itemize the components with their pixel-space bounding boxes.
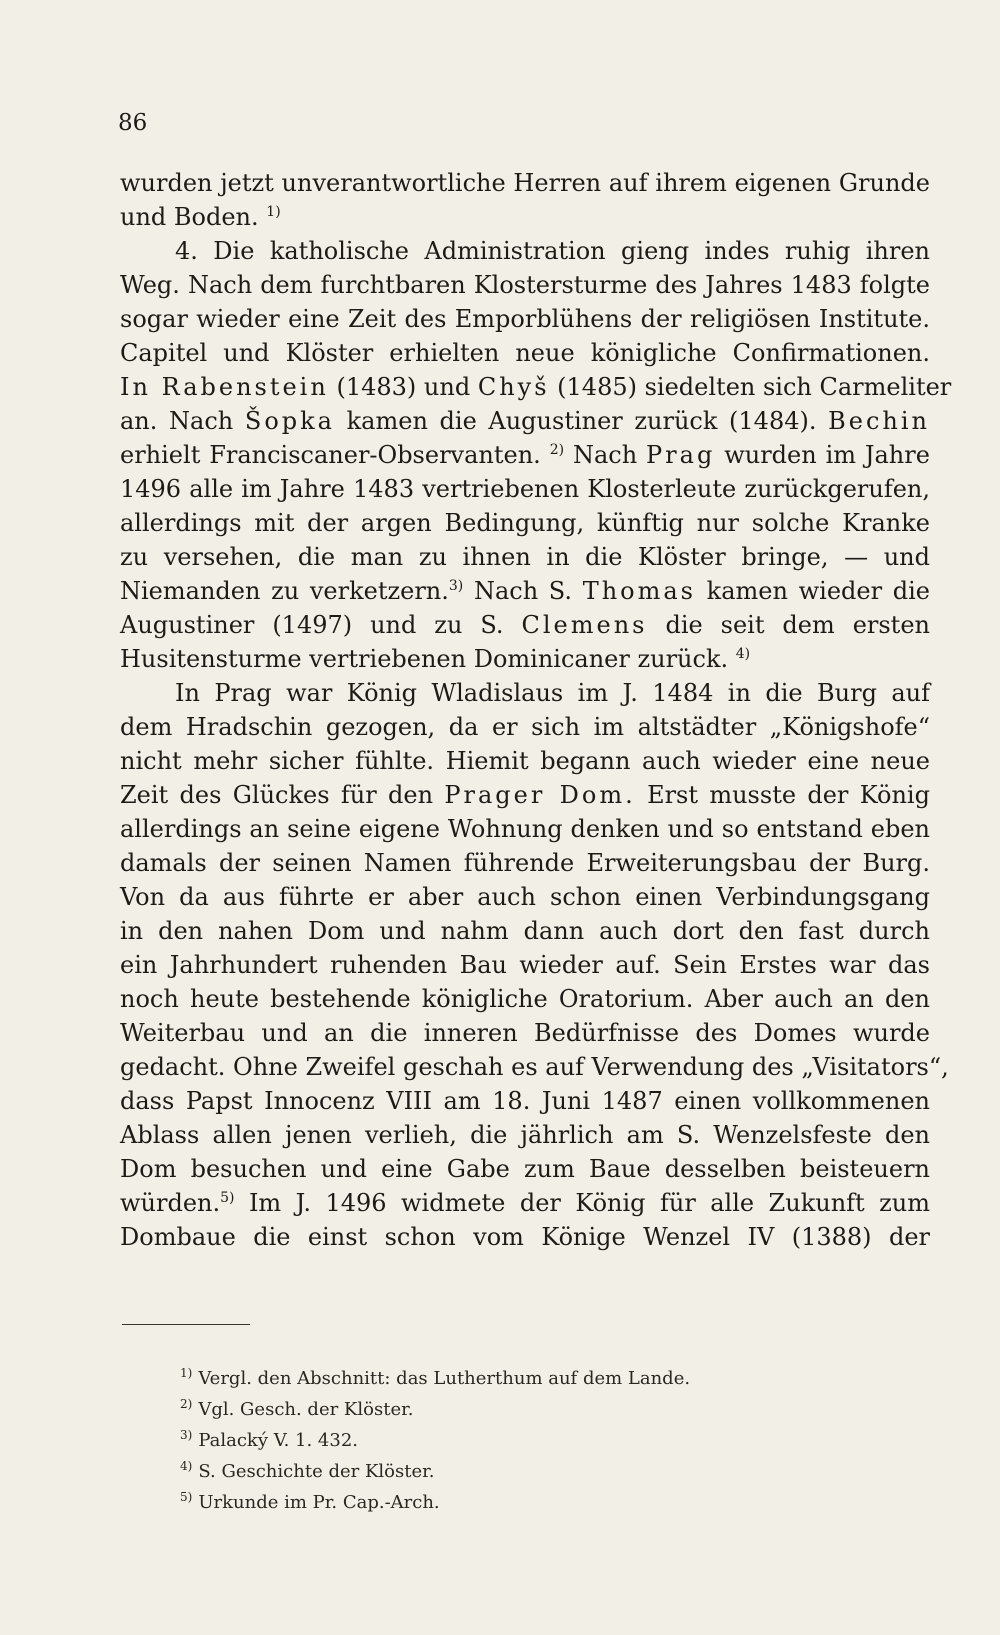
- footnote: $^{2)}$ Vgl. Gesch. der Klöster.: [180, 1397, 414, 1420]
- footnote-ref: 1): [266, 204, 281, 220]
- text-line: wurden jetzt unverantwortliche Herren auf ihrem eigenen Grunde: [120, 169, 930, 197]
- text-line: Husitensturme vertriebenen Dominicaner zurück. $^{4)}$: [120, 645, 751, 673]
- footnote-ref: 3): [448, 578, 464, 594]
- footnote-mark: 3): [180, 1428, 193, 1442]
- text-line: Von da aus führte er aber auch schon einen Verbindungsgang: [120, 883, 930, 911]
- text-line: gedacht. Ohne Zweifel geschah es auf Verwendung des „Visitators“,: [120, 1053, 949, 1081]
- text-line: allerdings mit der argen Bedingung, künftig nur solche Kranke: [120, 509, 930, 537]
- spaced-word: Prag: [646, 441, 716, 469]
- footnote-mark: 2): [180, 1397, 193, 1411]
- text-line: dem Hradschin gezogen, da er sich im altstädter „Königshofe“: [120, 713, 930, 741]
- footnote-ref: 4): [735, 646, 751, 662]
- text-line: Dom besuchen und eine Gabe zum Baue desselben beisteuern: [120, 1155, 930, 1183]
- text-line: und Boden. $^{1)}$: [120, 203, 281, 231]
- text-line: ein Jahrhundert ruhenden Bau wieder auf. Sein Erstes war das: [120, 951, 930, 979]
- text-line: sogar wieder eine Zeit des Emporblühens der religiösen Institute.: [120, 305, 930, 333]
- page-number: 86: [118, 110, 148, 136]
- spaced-word: Chyš: [477, 373, 550, 401]
- footnote-mark: 5): [180, 1490, 193, 1504]
- text-line: Weg. Nach dem furchtbaren Klostersturme des Jahres 1483 folgte: [120, 271, 930, 299]
- spaced-word: Clemens: [521, 611, 648, 639]
- footnote: $^{1)}$ Vergl. den Abschnitt: das Lutherthum auf dem Lande.: [180, 1366, 691, 1389]
- text-line: würden.$^{5)}$ Im J. 1496 widmete der König für alle Zukunft zum: [120, 1189, 930, 1217]
- text-line: erhielt Franciscaner-Observanten. $^{2)}$ Nach Prag wurden im Jahre: [120, 441, 930, 469]
- text-line: Niemanden zu verketzern.$^{3)}$ Nach S. Thomas kamen wieder die: [120, 577, 930, 605]
- spaced-word: Šopka: [244, 407, 335, 435]
- text-line: an. Nach Šopka kamen die Augustiner zurück (1484). Bechin: [120, 407, 930, 435]
- footnote: $^{3)}$ Palacký V. 1. 432.: [180, 1428, 358, 1451]
- spaced-word: In Rabenstein: [120, 373, 329, 401]
- footnote-mark: 1): [180, 1366, 193, 1380]
- footnote: $^{4)}$ S. Geschichte der Klöster.: [180, 1459, 435, 1482]
- text-line: Ablass allen jenen verlieh, die jährlich am S. Wenzelsfeste den: [120, 1121, 930, 1149]
- footnote-mark: 4): [180, 1459, 193, 1473]
- text-line: Weiterbau und an die inneren Bedürfnisse des Domes wurde: [120, 1019, 930, 1047]
- text-line: Dombaue die einst schon vom Könige Wenzel IV (1388) der: [120, 1223, 930, 1251]
- text-line: allerdings an seine eigene Wohnung denken und so entstand eben: [120, 815, 930, 843]
- text-line: Zeit des Glückes für den Prager Dom. Erst musste der König: [120, 781, 930, 809]
- footnote-separator: [122, 1324, 250, 1325]
- footnote-ref: 2): [549, 442, 565, 458]
- spaced-word: Bechin: [828, 407, 930, 435]
- text-line: In Rabenstein (1483) und Chyš (1485) siedelten sich Carmeliter: [120, 373, 952, 401]
- text-line: 4. Die katholische Administration gieng indes ruhig ihren: [175, 237, 930, 265]
- footnote-ref: 5): [220, 1190, 235, 1206]
- footnote: $^{5)}$ Urkunde im Pr. Cap.-Arch.: [180, 1490, 440, 1513]
- text-line: 1496 alle im Jahre 1483 vertriebenen Klosterleute zurückgerufen,: [120, 475, 930, 503]
- text-line: In Prag war König Wladislaus im J. 1484 in die Burg auf: [175, 679, 930, 707]
- spaced-word: Prager Dom.: [444, 781, 636, 809]
- spaced-word: Thomas: [582, 577, 696, 605]
- text-line: dass Papst Innocenz VIII am 18. Juni 1487 einen vollkommenen: [120, 1087, 930, 1115]
- text-line: in den nahen Dom und nahm dann auch dort den fast durch: [120, 917, 930, 945]
- text-line: zu versehen, die man zu ihnen in die Klöster bringe, — und: [120, 543, 930, 571]
- text-line: noch heute bestehende königliche Oratorium. Aber auch an den: [120, 985, 930, 1013]
- text-line: nicht mehr sicher fühlte. Hiemit begann auch wieder eine neue: [120, 747, 930, 775]
- text-line: Capitel und Klöster erhielten neue königliche Confirmationen.: [120, 339, 930, 367]
- text-line: Augustiner (1497) und zu S. Clemens die seit dem ersten: [120, 611, 930, 639]
- text-line: damals der seinen Namen führende Erweiterungsbau der Burg.: [120, 849, 930, 877]
